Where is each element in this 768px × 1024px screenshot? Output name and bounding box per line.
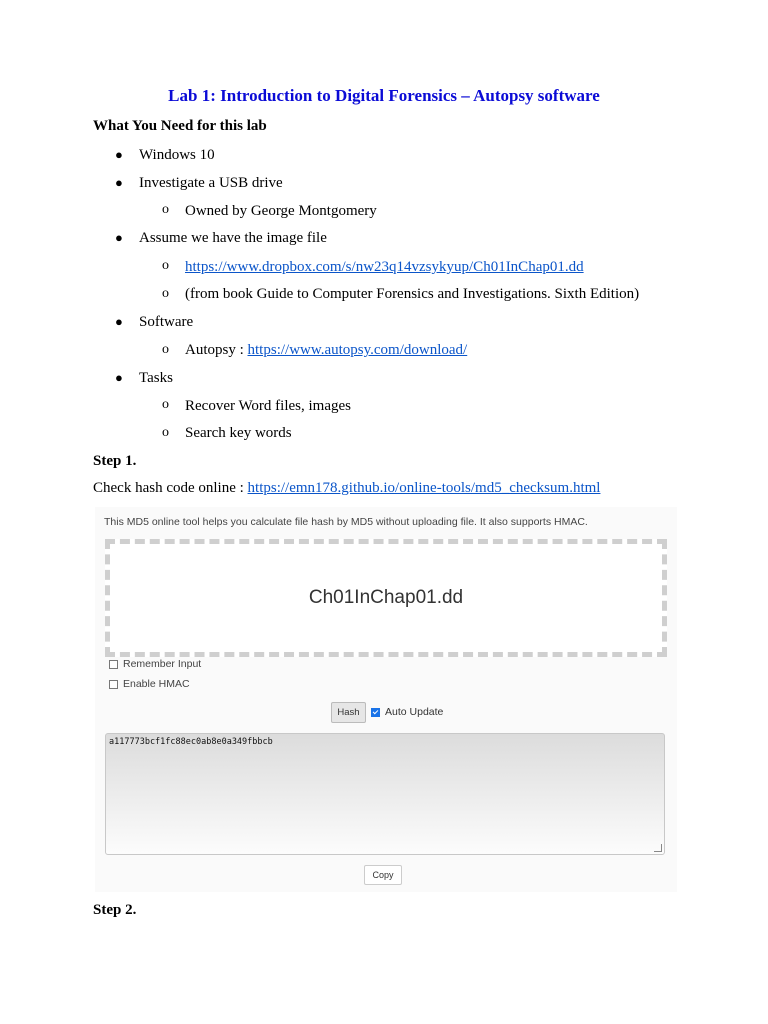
sub-bullet-icon: o — [162, 202, 169, 217]
copy-button[interactable]: Copy — [364, 865, 402, 885]
image-download-link[interactable]: https://www.dropbox.com/s/nw23q14vzsykyup/Ch01InChap01.dd — [185, 259, 584, 275]
md5-tool-panel — [95, 507, 677, 892]
auto-update-checkbox[interactable] — [371, 708, 380, 717]
list-item-usb-owner: Owned by George Montgomery — [185, 203, 377, 219]
enable-hmac-label: Enable HMAC — [123, 678, 190, 690]
bullet-icon: ● — [115, 230, 123, 245]
remember-input-label: Remember Input — [123, 658, 202, 670]
list-item-image: Assume we have the image file — [139, 230, 327, 246]
tool-description: This MD5 online tool helps you calculate file hash by MD5 without uploading file. It also supports HMAC. — [104, 516, 588, 528]
remember-input-checkbox[interactable] — [109, 660, 118, 669]
hash-output-textarea[interactable] — [105, 733, 665, 855]
list-item-usb: Investigate a USB drive — [139, 175, 283, 191]
check-hash-label: Check hash code online : — [93, 480, 248, 496]
sub-bullet-icon: o — [162, 342, 169, 357]
requirements-heading: What You Need for this lab — [93, 118, 267, 134]
list-item-windows: Windows 10 — [139, 147, 215, 163]
list-item-task-search: Search key words — [185, 425, 292, 441]
bullet-icon: ● — [115, 175, 123, 190]
hash-output-value: a117773bcf1fc88ec0ab8e0a349fbbcb — [109, 737, 273, 747]
enable-hmac-checkbox[interactable] — [109, 680, 118, 689]
list-item-software: Software — [139, 314, 194, 330]
bullet-icon: ● — [115, 314, 123, 329]
list-item-task-recover: Recover Word files, images — [185, 398, 351, 414]
sub-bullet-icon: o — [162, 425, 169, 440]
page-title: Lab 1: Introduction to Digital Forensics – Autopsy software — [168, 86, 600, 105]
auto-update-label: Auto Update — [385, 706, 444, 718]
sub-bullet-icon: o — [162, 286, 169, 301]
bullet-icon: ● — [115, 147, 123, 162]
sub-bullet-icon: o — [162, 258, 169, 273]
step-1-heading: Step 1. — [93, 453, 137, 469]
list-item-image-source: (from book Guide to Computer Forensics and Investigations. Sixth Edition) — [185, 286, 640, 302]
step-2-heading: Step 2. — [93, 902, 137, 918]
list-item-tasks: Tasks — [139, 370, 173, 386]
resize-grip-icon[interactable] — [654, 844, 662, 852]
enable-hmac-option[interactable] — [109, 678, 190, 690]
check-hash-line — [93, 480, 600, 497]
file-name: Ch01InChap01.dd — [308, 587, 464, 608]
remember-input-option[interactable] — [109, 658, 201, 670]
file-drop-zone[interactable] — [105, 539, 667, 657]
hash-button[interactable]: Hash — [331, 702, 366, 723]
md5-tool-link[interactable]: https://emn178.github.io/online-tools/md5_checksum.html — [247, 480, 601, 496]
list-item-autopsy — [185, 341, 467, 359]
sub-bullet-icon: o — [162, 397, 169, 412]
bullet-icon: ● — [115, 370, 123, 385]
autopsy-download-link[interactable]: https://www.autopsy.com/download/ — [247, 342, 468, 358]
autopsy-label: Autopsy : — [185, 342, 248, 358]
auto-update-option[interactable] — [371, 706, 443, 718]
